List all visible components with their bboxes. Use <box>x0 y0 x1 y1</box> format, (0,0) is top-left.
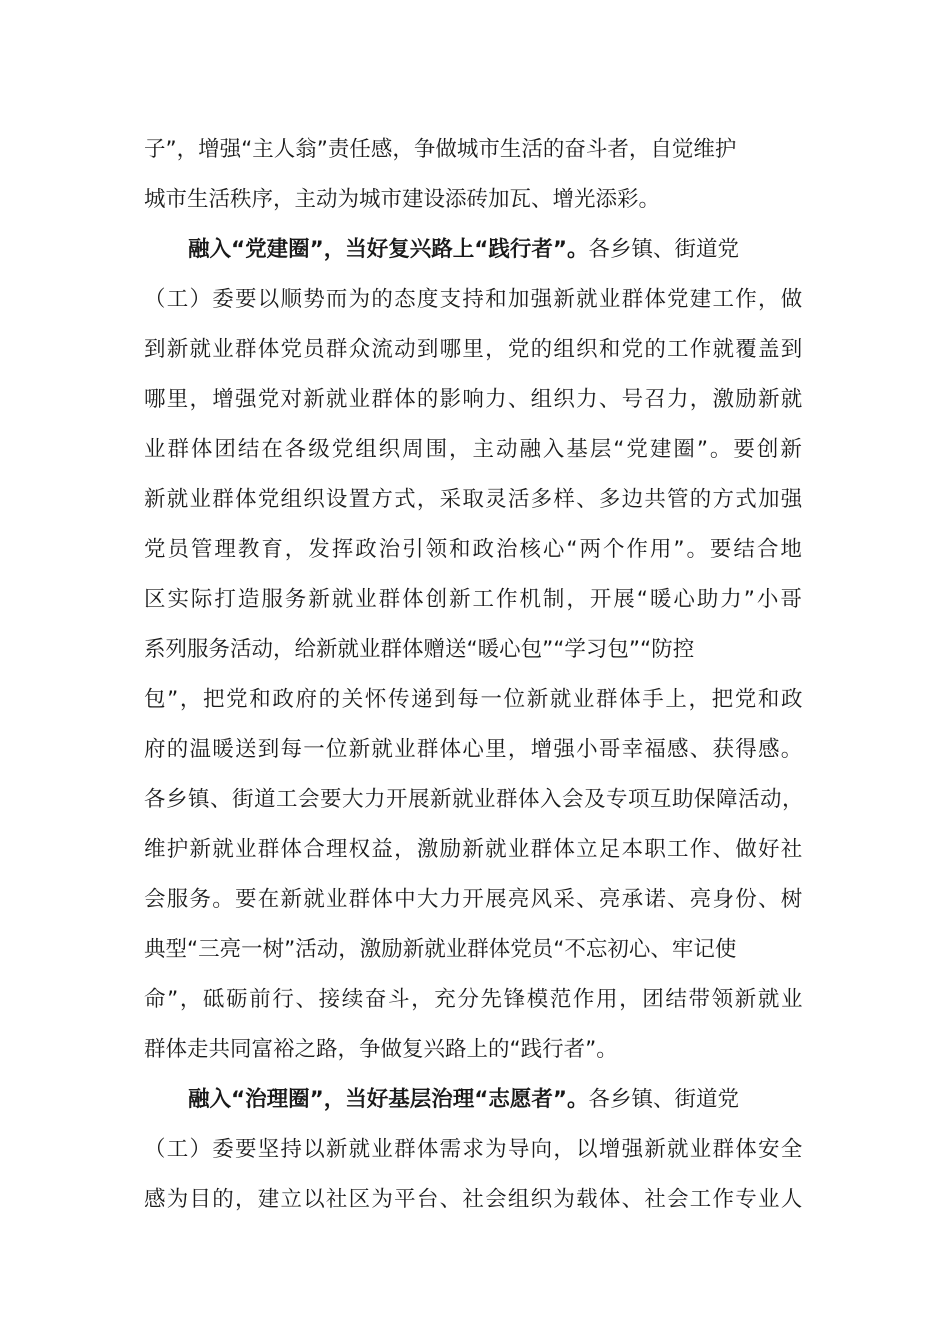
bold-lead-sentence: 融入“党建圈”，当好复兴路上“践行者”。 <box>188 237 589 262</box>
paragraph-heading-line <box>188 1075 804 1125</box>
text-line <box>144 575 804 625</box>
paragraph-heading-line <box>188 225 804 275</box>
text-line <box>144 1025 804 1075</box>
text-segment: 典型“三亮一树”活动，激励新就业群体党员“不忘初心、牢记使 <box>144 937 737 962</box>
text-segment: 子”，增强“主人翁”责任感，争做城市生活的奋斗者，自觉维护 <box>144 137 737 162</box>
bold-lead-sentence: 融入“治理圈”，当好基层治理“志愿者”。 <box>188 1087 589 1112</box>
text-line <box>144 875 804 925</box>
text-line <box>144 775 804 825</box>
text-segment: 府的温暖送到每一位新就业群体心里，增强小哥幸福感、获得感。 <box>144 737 804 762</box>
text-line <box>144 925 804 975</box>
text-segment: 群体走共同富裕之路，争做复兴路上的“践行者”。 <box>144 1037 618 1062</box>
text-line <box>144 125 804 175</box>
text-segment: 党员管理教育，发挥政治引领和政治核心“两个作用”。要结合地 <box>144 537 804 562</box>
text-segment: 各乡镇、街道党 <box>588 237 740 262</box>
text-segment: 感为目的，建立以社区为平台、社会组织为载体、社会工作专业人 <box>144 1187 804 1212</box>
text-segment: 维护新就业群体合理权益，激励新就业群体立足本职工作、做好社 <box>144 837 804 862</box>
text-line <box>144 425 804 475</box>
text-segment: （工）委要坚持以新就业群体需求为导向，以增强新就业群体安全 <box>144 1137 804 1162</box>
text-line <box>144 625 804 675</box>
text-segment: 区实际打造服务新就业群体创新工作机制，开展“暖心助力”小哥 <box>144 587 804 612</box>
text-segment: 城市生活秩序，主动为城市建设添砖加瓦、增光添彩。 <box>144 187 661 212</box>
text-line <box>144 975 804 1025</box>
text-segment: 会服务。要在新就业群体中大力开展亮风采、亮承诺、亮身份、树 <box>144 887 804 912</box>
text-line <box>144 175 804 225</box>
text-line <box>144 825 804 875</box>
text-segment: 系列服务活动，给新就业群体赠送“暖心包”“学习包”“防控 <box>144 637 695 662</box>
text-segment: 命”，砥砺前行、接续奋斗，充分先锋模范作用，团结带领新就业 <box>144 987 805 1012</box>
text-line <box>144 375 804 425</box>
text-segment: 新就业群体党组织设置方式，采取灵活多样、多边共管的方式加强 <box>144 487 804 512</box>
text-line <box>144 325 804 375</box>
text-segment: 各乡镇、街道党 <box>588 1087 740 1112</box>
text-segment: （工）委要以顺势而为的态度支持和加强新就业群体党建工作，做 <box>144 287 804 312</box>
text-line <box>144 675 804 725</box>
text-line <box>144 275 804 325</box>
text-line <box>144 1125 804 1175</box>
text-segment: 业群体团结在各级党组织周围，主动融入基层“党建圈”。要创新 <box>144 437 804 462</box>
text-line <box>144 1175 804 1225</box>
text-line <box>144 475 804 525</box>
text-segment: 到新就业群体党员群众流动到哪里，党的组织和党的工作就覆盖到 <box>144 337 804 362</box>
text-line <box>144 725 804 775</box>
text-segment: 各乡镇、街道工会要大力开展新就业群体入会及专项互助保障活动， <box>144 787 805 812</box>
text-segment: 哪里，增强党对新就业群体的影响力、组织力、号召力，激励新就 <box>144 387 804 412</box>
text-segment: 包”，把党和政府的关怀传递到每一位新就业群体手上，把党和政 <box>144 687 805 712</box>
text-line <box>144 525 804 575</box>
